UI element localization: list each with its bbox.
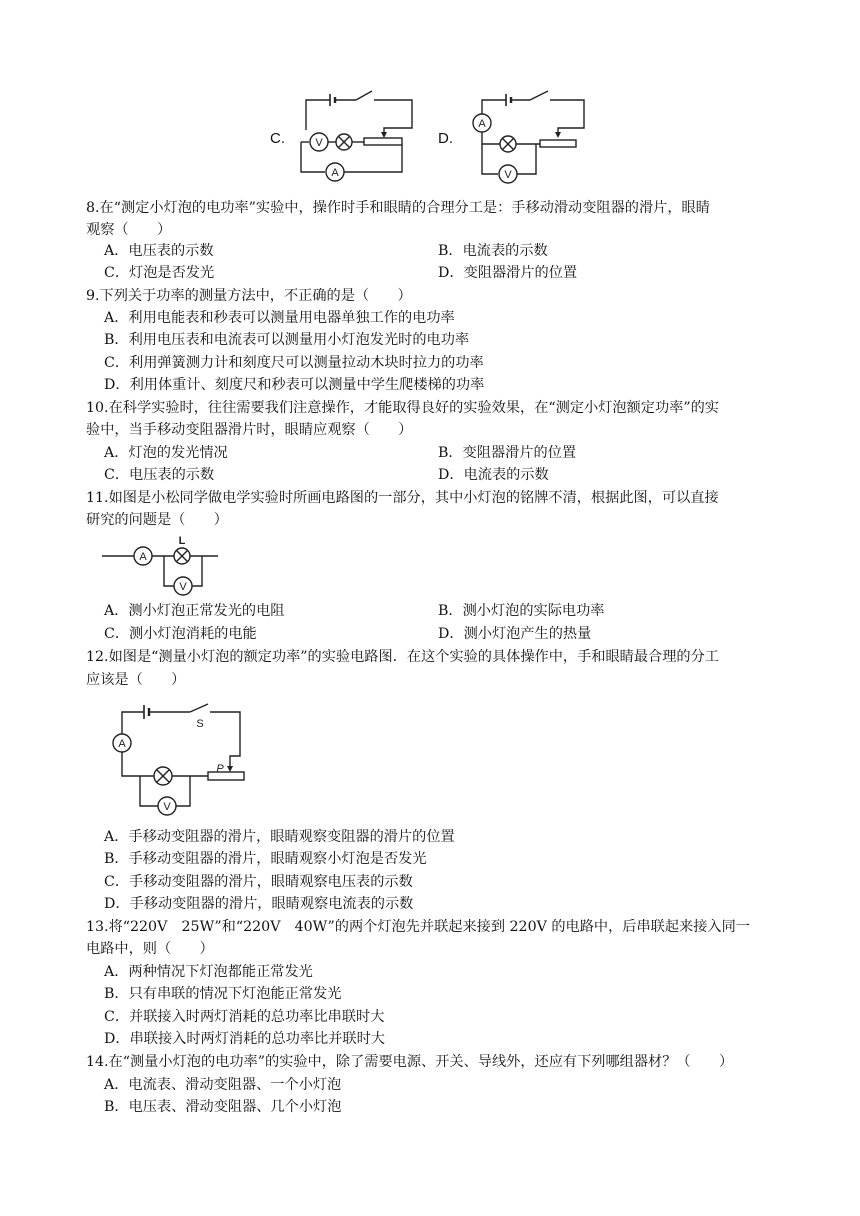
q12-option-c[interactable]: C．手移动变阻器的滑片，眼睛观察电压表的示数 bbox=[104, 874, 413, 890]
svg-text:V: V bbox=[163, 801, 171, 813]
svg-text:A: A bbox=[118, 738, 126, 750]
q9-option-b[interactable]: B．利用电压表和电流表可以测量用小灯泡发光时的电功率 bbox=[104, 332, 470, 348]
svg-text:A: A bbox=[478, 118, 486, 130]
q11-stem-line2: 研究的问题是（ ） bbox=[86, 512, 228, 528]
q12-option-d[interactable]: D．手移动变阻器的滑片，眼睛观察电流表的示数 bbox=[104, 896, 414, 912]
q13-stem-line2: 电路中，则（ ） bbox=[86, 941, 214, 957]
q10-stem-line2: 验中，当手移动变阻器滑片时，眼睛应观察（ ） bbox=[86, 422, 413, 438]
q10-option-d[interactable]: D．电流表的示数 bbox=[438, 467, 549, 483]
q8-stem-line1: 8.在“测定小灯泡的电功率”实验中，操作时手和眼睛的合理分工是：手移动滑动变阻器的滑片，眼睛 bbox=[86, 200, 710, 216]
q8-stem-line2: 观察（ ） bbox=[86, 222, 172, 238]
q14-stem: 14.在“测量小灯泡的电功率”的实验中，除了需要电源、开关、导线外，还应有下列哪组器材？（ ） bbox=[86, 1054, 734, 1070]
q8-option-c[interactable]: C．灯泡是否发光 bbox=[104, 265, 215, 281]
q9-stem: 9.下列关于功率的测量方法中，不正确的是（ ） bbox=[86, 288, 412, 304]
q12-option-a[interactable]: A．手移动变阻器的滑片，眼睛观察变阻器的滑片的位置 bbox=[104, 829, 455, 845]
q8-option-a[interactable]: A．电压表的示数 bbox=[104, 243, 214, 259]
svg-text:V: V bbox=[179, 581, 187, 593]
q11-option-b[interactable]: B．测小灯泡的实际电功率 bbox=[438, 603, 605, 619]
q13-option-c[interactable]: C．并联接入时两灯消耗的总功率比串联时大 bbox=[104, 1009, 385, 1025]
q9-option-a[interactable]: A．利用电能表和秒表可以测量用电器单独工作的电功率 bbox=[104, 310, 455, 326]
q13-option-d[interactable]: D．串联接入时两灯消耗的总功率比并联时大 bbox=[104, 1031, 385, 1047]
svg-text:V: V bbox=[504, 169, 512, 181]
q10-option-a[interactable]: A．灯泡的发光情况 bbox=[104, 445, 228, 461]
q14-option-a[interactable]: A．电流表、滑动变阻器、一个小灯泡 bbox=[104, 1077, 342, 1093]
svg-text:P: P bbox=[216, 763, 224, 775]
q7-option-c-circuit bbox=[296, 88, 426, 188]
q9-option-d[interactable]: D．利用体重计、刻度尺和秒表可以测量中学生爬楼梯的功率 bbox=[104, 377, 485, 393]
svg-text:L: L bbox=[178, 535, 186, 547]
q11-stem-line1: 11.如图是小松同学做电学实验时所画电路图的一部分，其中小灯泡的铭牌不清，根据此图，可以直接 bbox=[86, 490, 719, 506]
q8-option-d[interactable]: D．变阻器滑片的位置 bbox=[438, 265, 578, 281]
q11-circuit-figure bbox=[100, 534, 220, 604]
q13-stem-line1: 13.将“220V 25W”和“220V 40W”的两个灯泡先并联起来接到 220V 的电路中，后串联起来接入同一 bbox=[86, 919, 750, 935]
q7-option-d-circuit bbox=[466, 88, 596, 188]
q10-option-b[interactable]: B．变阻器滑片的位置 bbox=[438, 445, 577, 461]
q12-option-b[interactable]: B．手移动变阻器的滑片，眼睛观察小灯泡是否发光 bbox=[104, 851, 427, 867]
svg-text:A: A bbox=[139, 551, 147, 563]
q7-option-c-label: C. bbox=[270, 130, 285, 147]
svg-text:S: S bbox=[196, 718, 204, 730]
q7-option-d-label: D. bbox=[438, 130, 453, 147]
q10-stem-line1: 10.在科学实验时，往往需要我们注意操作，才能取得良好的实验效果，在“测定小灯泡额定功率”的实 bbox=[86, 400, 719, 416]
q11-option-c[interactable]: C．测小灯泡消耗的电能 bbox=[104, 626, 257, 642]
q11-option-a[interactable]: A．测小灯泡正常发光的电阻 bbox=[104, 603, 285, 619]
q10-option-c[interactable]: C．电压表的示数 bbox=[104, 467, 215, 483]
svg-text:V: V bbox=[315, 137, 323, 149]
q14-option-b[interactable]: B．电压表、滑动变阻器、几个小灯泡 bbox=[104, 1099, 342, 1115]
q12-stem-line1: 12.如图是“测量小灯泡的额定功率”的实验电路图．在这个实验的具体操作中，手和眼睛最合理的分工 bbox=[86, 649, 719, 665]
q11-option-d[interactable]: D．测小灯泡产生的热量 bbox=[438, 626, 592, 642]
q13-option-b[interactable]: B．只有串联的情况下灯泡能正常发光 bbox=[104, 986, 342, 1002]
q12-stem-line2: 应该是（ ） bbox=[86, 672, 186, 688]
svg-text:A: A bbox=[331, 167, 339, 179]
q12-circuit-figure bbox=[106, 700, 256, 820]
q9-option-c[interactable]: C．利用弹簧测力计和刻度尺可以测量拉动木块时拉力的功率 bbox=[104, 355, 484, 371]
q13-option-a[interactable]: A．两种情况下灯泡都能正常发光 bbox=[104, 964, 313, 980]
q8-option-b[interactable]: B．电流表的示数 bbox=[438, 243, 548, 259]
